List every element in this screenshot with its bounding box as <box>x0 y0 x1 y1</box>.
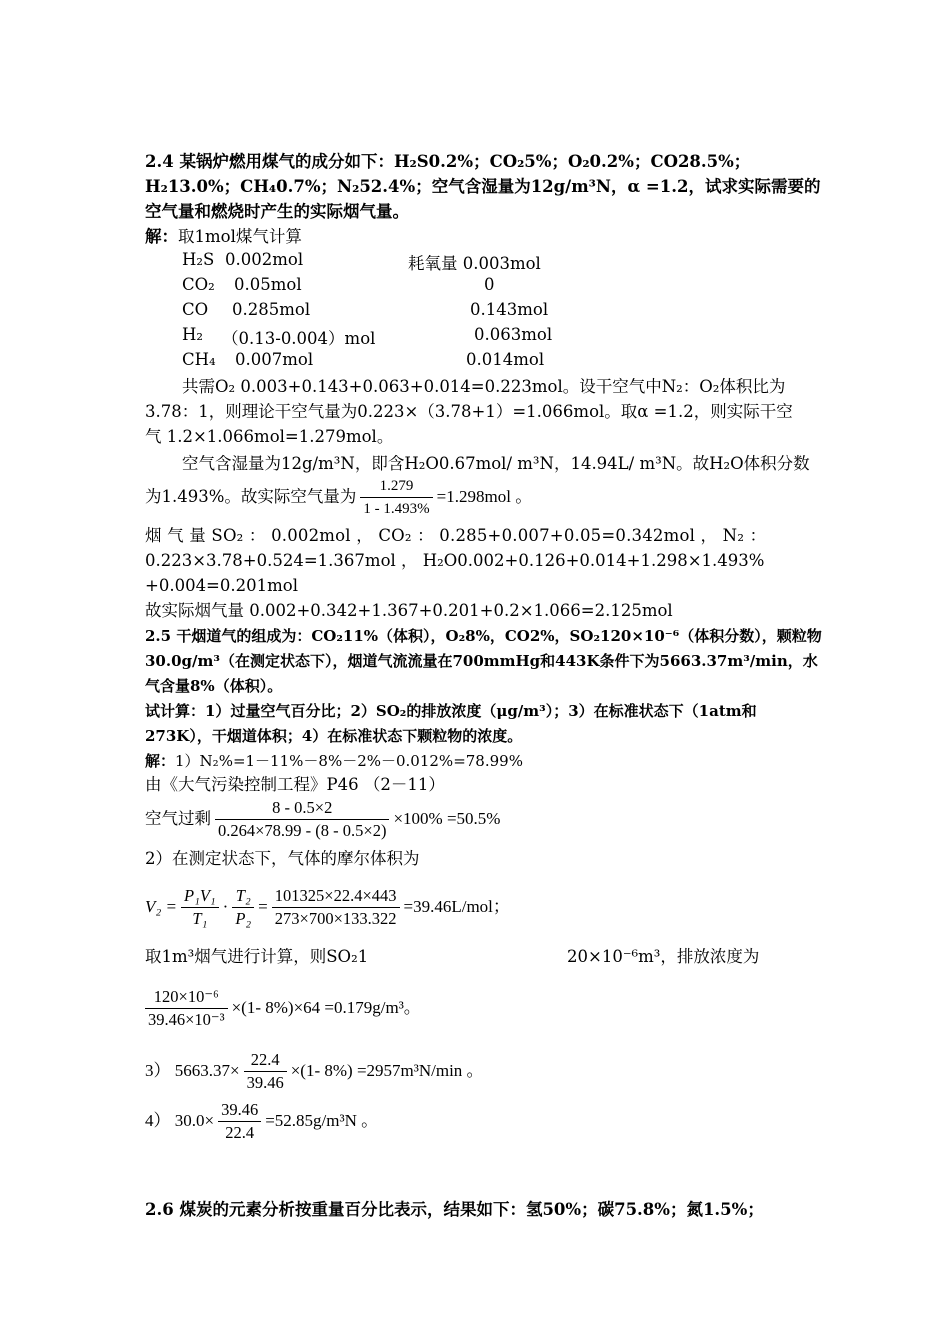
oxygen-demand: 0.143mol <box>470 300 549 319</box>
fraction-denominator: 273×700×133.322 <box>274 909 397 928</box>
oxygen-total-line-1: 共需O₂ 0.003+0.143+0.063+0.014=0.223mol。设干空气中N₂：O₂体积比为 <box>182 377 786 396</box>
step-2: 2）在测定状态下，气体的摩尔体积为 <box>145 849 420 868</box>
gas-name: H₂S <box>182 250 215 269</box>
fraction-denominator: P₂ <box>235 909 252 928</box>
fraction-numerator: 22.4 <box>244 1049 287 1072</box>
numeric-fraction <box>272 885 400 930</box>
so2-line-left: 取1m³烟气进行计算，则SO₂1 <box>145 947 369 966</box>
fraction-numerator: T₂ <box>232 885 254 908</box>
v2-symbol: V₂ = <box>145 897 178 916</box>
step-3-equation <box>145 1046 484 1096</box>
so2-concentration-equation <box>145 983 421 1033</box>
excess-air-result: ×100% =50.5% <box>393 809 501 828</box>
fraction-numerator: 8 - 0.5×2 <box>215 797 389 820</box>
problem-2-5-title-line-3: 气含量8%（体积）。 <box>145 677 283 695</box>
solution-intro-text: 取1mol煤气计算 <box>178 227 302 246</box>
fraction-numerator: 101325×22.4×443 <box>272 885 400 908</box>
humidity-line-1: 空气含湿量为12g/m³N，即含H₂O0.67mol/ m³N，14.94L/ m³N。故H₂O体积分数 <box>182 454 810 473</box>
reference-line: 由《大气污染控制工程》P46 （2－11） <box>145 775 445 794</box>
excess-air-label: 空气过剩 <box>145 809 211 828</box>
gas-amount: 0.007mol <box>235 350 314 369</box>
excess-air-line <box>145 796 500 842</box>
gas-amount: 0.285mol <box>232 300 311 319</box>
step-3-result: ×(1- 8%) =2957m³N/min 。 <box>290 1061 484 1080</box>
fraction-denominator: 0.264×78.99 - (8 - 0.5×2) <box>218 821 387 840</box>
step-4-prefix: 4） 30.0× <box>145 1111 215 1130</box>
fraction-denominator: T₁ <box>192 909 208 928</box>
fraction-denominator: 1 - 1.493% <box>363 501 430 517</box>
step-4-equation <box>145 1096 378 1146</box>
gas-name: CO₂ <box>182 275 215 294</box>
fraction-denominator: 39.46 <box>246 1073 284 1092</box>
oxygen-total-line-2: 3.78：1，则理论干空气量为0.223×（3.78+1）=1.066mol。取α =1.2，则实际干空 <box>145 402 793 421</box>
flue-gas-total: 故实际烟气量 0.002+0.342+1.367+0.201+0.2×1.066=2.125mol <box>145 601 673 620</box>
step-3-prefix: 3） 5663.37× <box>145 1061 240 1080</box>
actual-air-fraction <box>360 475 432 520</box>
p1v1-over-t1 <box>181 885 219 930</box>
fraction-numerator: 39.46 <box>218 1099 261 1122</box>
so2-fraction <box>145 986 228 1031</box>
fraction-numerator: 120×10⁻⁶ <box>145 986 228 1009</box>
gas-name: H₂ <box>182 325 204 344</box>
gas-name: CH₄ <box>182 350 216 369</box>
oxygen-demand: 0.063mol <box>474 325 553 344</box>
molar-volume-result: =39.46L/mol； <box>403 897 510 916</box>
humidity-line-2 <box>145 474 532 520</box>
fraction-denominator: 22.4 <box>225 1123 255 1142</box>
so2-line-right: 20×10⁻⁶m³，排放浓度为 <box>567 947 760 966</box>
flue-gas-line-1: 烟 气 量 SO₂ ： 0.002mol ， CO₂ ： 0.285+0.007+0.05=0.342mol ， N₂ ： <box>145 526 767 545</box>
gas-amount: 0.002mol <box>225 250 304 269</box>
molar-volume-equation: V₂ = $\frac{\text{P₁V₁}}{\text{T₁}}$ · $\frac{\text{T₂}}{\text{P₂}}$ = $\frac{101325\times 22.4\times 443}{273\times 700\times 133.322}$ =39.46L/mol； <box>145 886 510 928</box>
flue-gas-line-3: +0.004=0.201mol <box>145 576 298 595</box>
solution-label: 解： <box>145 227 178 246</box>
oxygen-total-line-3: 气 1.2×1.066mol=1.279mol。 <box>145 427 394 446</box>
humidity-text: 为1.493%。故实际空气量为 <box>145 487 357 506</box>
gas-name: CO <box>182 300 209 319</box>
problem-2-4-title-line-1: 2.4 某锅炉燃用煤气的成分如下：H₂S0.2%；CO₂5%；O₂0.2%；CO28.5%； <box>145 152 751 171</box>
gas-amount: 0.05mol <box>234 275 302 294</box>
step-3-fraction <box>244 1049 287 1094</box>
fraction-numerator: P₁V₁ <box>181 885 219 908</box>
step-4-fraction <box>218 1099 261 1144</box>
step-1 <box>145 749 523 773</box>
problem-2-4-title-line-3: 空气量和燃烧时产生的实际烟气量。 <box>145 202 409 221</box>
so2-result: ×(1- 8%)×64 =0.179g/m³。 <box>231 998 421 1017</box>
problem-2-4-title-line-2: H₂13.0%；CH₄0.7%；N₂52.4%；空气含湿量为12g/m³N，α =1.2，试求实际需要的 <box>145 177 821 196</box>
oxygen-demand: 0 <box>484 275 495 294</box>
solution-label: 解： <box>145 752 176 770</box>
oxygen-demand: 耗氧量 0.003mol <box>408 254 541 273</box>
oxygen-demand: 0.014mol <box>466 350 545 369</box>
problem-2-5-title-line-1: 2.5 干烟道气的组成为：CO₂11%（体积），O₂8%，CO2%，SO₂120×10⁻⁶（体积分数），颗粒物 <box>145 627 822 645</box>
step-4-result: =52.85g/m³N 。 <box>265 1111 379 1130</box>
solution-intro <box>145 225 302 249</box>
problem-2-6-title-line-1: 2.6 煤炭的元素分析按重量百分比表示，结果如下：氢50%；碳75.8%；氮1.5%； <box>145 1200 764 1219</box>
gas-amount: （0.13-0.004）mol <box>222 329 376 348</box>
problem-2-5-ask-line-2: 273K），干烟道体积；4）在标准状态下颗粒物的浓度。 <box>145 727 523 745</box>
actual-air-result: =1.298mol 。 <box>436 487 533 506</box>
problem-2-5-title-line-2: 30.0g/m³（在测定状态下），烟道气流流量在700mmHg和443K条件下为5663.37m³/min，水 <box>145 652 818 670</box>
fraction-denominator: 39.46×10⁻³ <box>148 1010 225 1029</box>
excess-air-fraction <box>215 797 389 842</box>
step-1-text: 1）N₂%=1－11%－8%－2%－0.012%=78.99% <box>175 752 523 770</box>
problem-2-5-ask-line-1: 试计算：1）过量空气百分比；2）SO₂的排放浓度（μg/m³）；3）在标准状态下（1atm和 <box>145 702 757 720</box>
flue-gas-line-2: 0.223×3.78+0.524=1.367mol ， H₂O0.002+0.126+0.014+1.298×1.493% <box>145 551 765 570</box>
t2-over-p2 <box>232 885 254 930</box>
fraction-numerator: 1.279 <box>360 475 432 498</box>
